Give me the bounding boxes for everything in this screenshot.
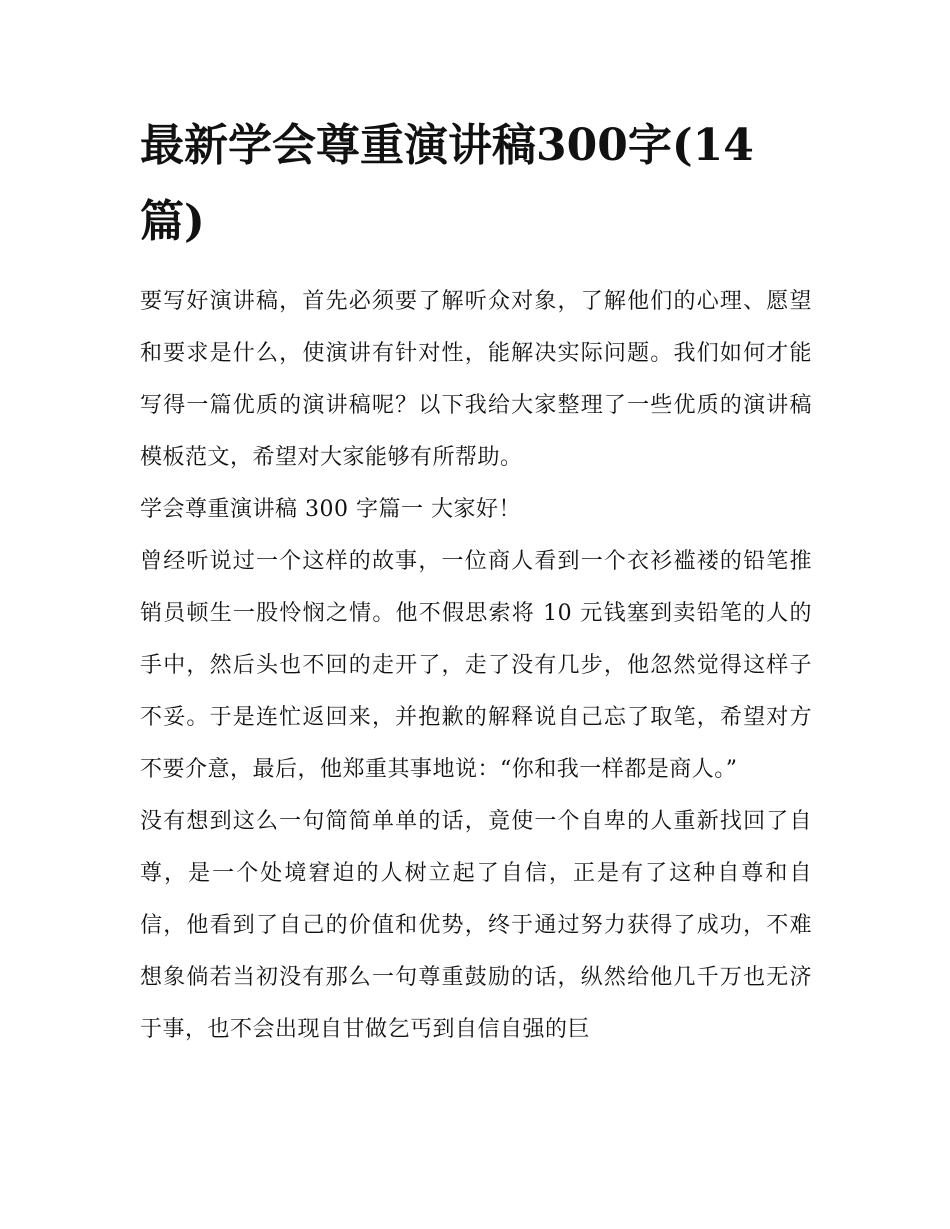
document-body [140,276,812,1056]
document-title: 最新学会尊重演讲稿300字(14篇) [140,120,754,247]
document-page [140,0,812,1229]
section-heading-paragraph: 学会尊重演讲稿 300 字篇一 大家好！ [140,497,521,522]
reflection-paragraph: 没有想到这么一句简简单单的话，竟使一个自卑的人重新找回了自尊，是一个处境窘迫的人树立起了自信，正是有了这种自尊和自信，他看到了自己的价值和优势，终于通过努力获得了成功，不难想象倘若当初没有那么一句尊重鼓励的话，纵然给他几千万也无济于事，也不会出现自甘做乞丐到自信自强的巨 [140,809,812,1042]
story-paragraph: 曾经听说过一个这样的故事，一位商人看到一个衣衫褴褛的铅笔推销员顿生一股怜悯之情。他不假思索将 10 元钱塞到卖铅笔的人的手中，然后头也不回的走开了，走了没有几步，他忽然觉得这样子不妥。于是连忙返回来，并抱歉的解释说自己忘了取笔，希望对方不要介意，最后，他郑重其事地说：“你和我一样都是商人。” [140,549,812,782]
intro-paragraph: 要写好演讲稿，首先必须要了解听众对象，了解他们的心理、愿望和要求是什么，使演讲有针对性，能解决实际问题。我们如何才能写得一篇优质的演讲稿呢？以下我给大家整理了一些优质的演讲稿模板范文，希望对大家能够有所帮助。 [140,289,812,470]
